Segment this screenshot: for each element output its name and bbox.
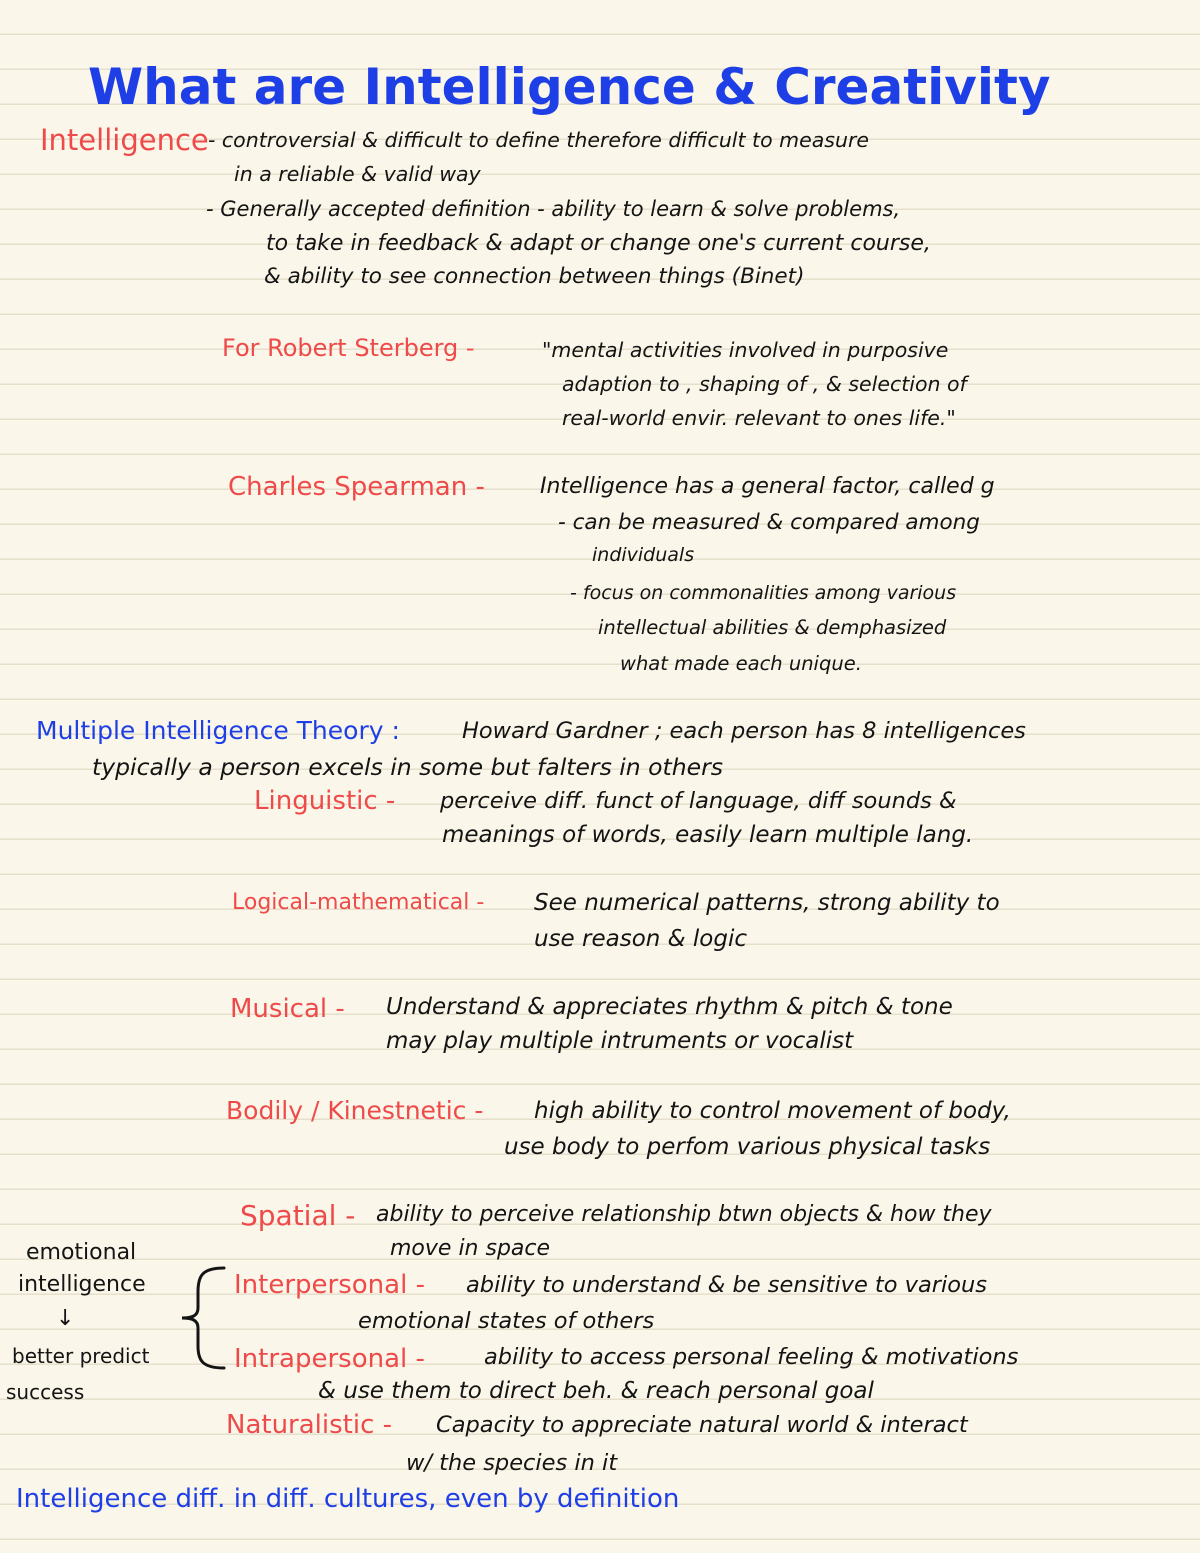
musical-line-2: may play multiple intruments or vocalist xyxy=(386,1028,854,1054)
interpersonal-heading: Interpersonal - xyxy=(234,1270,425,1300)
naturalistic-heading: Naturalistic - xyxy=(226,1410,393,1440)
musical-line-1: Understand & appreciates rhythm & pitch & tone xyxy=(386,994,953,1020)
linguistic-line-1: perceive diff. funct of language, diff sounds & xyxy=(440,788,957,814)
intrapersonal-heading: Intrapersonal - xyxy=(234,1344,425,1374)
bodily-heading: Bodily / Kinestnetic - xyxy=(226,1096,484,1125)
naturalistic-line-1: Capacity to appreciate natural world & interact xyxy=(436,1412,968,1438)
spearman-line-2: - can be measured & compared among xyxy=(558,510,980,535)
intelligence-line-1: - controversial & difficult to define therefore difficult to measure xyxy=(208,128,870,152)
spearman-line-6: what made each unique. xyxy=(620,652,862,675)
intelligence-line-3: - Generally accepted definition - ability to learn & solve problems, xyxy=(206,197,901,221)
side-note-arrow-icon: ↓ xyxy=(56,1306,75,1331)
spearman-line-5: intellectual abilities & demphasized xyxy=(598,616,947,639)
side-note-line-3: better predict xyxy=(12,1344,150,1368)
intrapersonal-line-1: ability to access personal feeling & motivations xyxy=(484,1344,1019,1370)
mit-heading: Multiple Intelligence Theory : xyxy=(36,716,400,745)
intelligence-line-4: to take in feedback & adapt or change one's current course, xyxy=(266,231,931,256)
intelligence-heading: Intelligence xyxy=(40,123,209,157)
sternberg-line-1: "mental activities involved in purposive xyxy=(542,338,949,362)
logical-heading: Logical-mathematical - xyxy=(232,890,485,915)
linguistic-line-2: meanings of words, easily learn multiple lang. xyxy=(442,822,974,848)
curly-brace-icon xyxy=(172,1262,228,1374)
linguistic-heading: Linguistic - xyxy=(254,786,396,816)
side-note-line-4: success xyxy=(6,1380,85,1404)
sternberg-line-2: adaption to , shaping of , & selection of xyxy=(562,372,967,396)
intelligence-line-2: in a reliable & valid way xyxy=(234,162,481,186)
interpersonal-line-2: emotional states of others xyxy=(358,1308,655,1334)
bodily-line-1: high ability to control movement of body, xyxy=(534,1098,1011,1124)
side-note-line-2: intelligence xyxy=(18,1272,146,1297)
spatial-line-2: move in space xyxy=(390,1236,551,1261)
spatial-heading: Spatial - xyxy=(240,1199,356,1232)
logical-line-1: See numerical patterns, strong ability to xyxy=(534,890,1000,916)
sternberg-heading: For Robert Sterberg - xyxy=(222,334,475,362)
page-title: What are Intelligence & Creativity xyxy=(88,58,1051,116)
intrapersonal-line-2: & use them to direct beh. & reach personal goal xyxy=(318,1378,874,1404)
spearman-heading: Charles Spearman - xyxy=(228,472,485,502)
footer-note: Intelligence diff. in diff. cultures, even by definition xyxy=(16,1484,680,1514)
logical-line-2: use reason & logic xyxy=(534,926,748,952)
naturalistic-line-2: w/ the species in it xyxy=(406,1450,618,1476)
spearman-line-4: - focus on commonalities among various xyxy=(570,582,957,604)
mit-line-2: typically a person excels in some but falters in others xyxy=(92,753,724,781)
spearman-line-1: Intelligence has a general factor, called g xyxy=(540,474,995,499)
spearman-line-3: individuals xyxy=(592,544,695,566)
musical-heading: Musical - xyxy=(230,994,345,1024)
intelligence-line-5: & ability to see connection between things (Binet) xyxy=(264,264,805,289)
side-note-line-1: emotional xyxy=(26,1240,137,1265)
bodily-line-2: use body to perfom various physical tasks xyxy=(504,1134,991,1160)
interpersonal-line-1: ability to understand & be sensitive to various xyxy=(466,1272,988,1298)
spatial-line-1: ability to perceive relationship btwn objects & how they xyxy=(376,1202,992,1227)
sternberg-line-3: real-world envir. relevant to ones life." xyxy=(562,406,956,430)
mit-line-1: Howard Gardner ; each person has 8 intelligences xyxy=(462,718,1026,744)
